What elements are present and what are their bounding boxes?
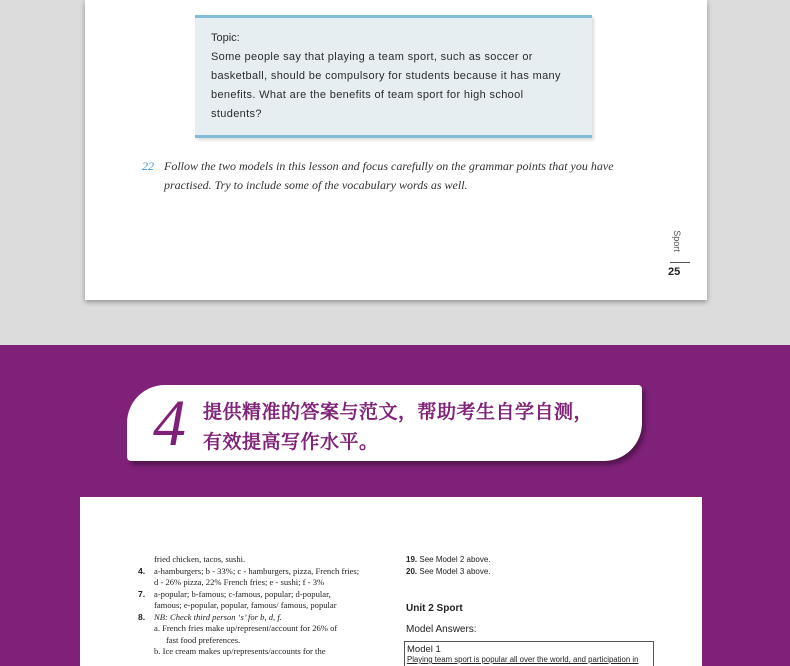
answer-item <box>138 566 383 589</box>
task-line: practised. Try to include some of the vocabulary words as well. <box>164 178 468 192</box>
task-number: 22 <box>142 159 154 173</box>
answer-item <box>138 589 383 612</box>
banner-text-line-1: 提供精准的答案与范文，帮助考生自学自测， <box>203 401 594 423</box>
model-title: Model 1 <box>407 644 441 655</box>
unit-heading: Unit 2 Sport <box>406 603 463 614</box>
topic-line: Some people say that playing a team sport, such as soccer or <box>211 51 533 63</box>
answer-line: d - 26% pizza, 22% French fries; e - sushi; f - 3% <box>154 577 325 587</box>
model-answers-heading: Model Answers: <box>406 624 477 635</box>
reference-number: 19. <box>406 555 418 564</box>
answer-line: a. French fries make up/represent/account for 26% of <box>154 623 338 633</box>
side-section-label: Sport <box>671 230 682 252</box>
reference-item <box>406 566 656 578</box>
answer-line: a-popular; b-famous; c-famous, popular; d-popular, <box>154 588 331 599</box>
topic-text <box>211 48 578 124</box>
model-text: Playing team sport is popular all over the world, and participation in <box>407 655 639 664</box>
answer-intro: fried chicken, tacos, sushi. <box>154 554 246 564</box>
answer-right-column <box>406 554 656 577</box>
topic-box <box>195 15 592 138</box>
answer-sub-item <box>154 623 383 646</box>
banner-number: 4 <box>153 387 186 460</box>
answer-number: 8. <box>138 611 146 622</box>
answer-key-page <box>80 497 702 666</box>
answer-line: a-hamburgers; b - 33%; c - hamburgers, pizza, French fries; <box>154 565 360 576</box>
topic-line: benefits. What are the benefits of team sport for high school <box>211 89 524 101</box>
answer-item <box>138 612 383 658</box>
reference-number: 20. <box>406 566 418 576</box>
page-number-rule <box>670 262 690 263</box>
answer-number: 7. <box>138 588 146 599</box>
answer-sub-item <box>154 646 383 658</box>
task-line: Follow the two models in this lesson and focus carefully on the grammar points that you have <box>164 159 614 173</box>
task-instruction <box>142 157 652 195</box>
answer-number: 4. <box>138 565 146 576</box>
answer-line: b. Ice cream makes up/represents/accounts for the <box>154 646 326 656</box>
model-answer-box <box>404 641 654 666</box>
reference-text: See Model 3 above. <box>419 566 491 576</box>
textbook-page-top <box>85 0 707 300</box>
topic-label: Topic: <box>211 32 240 44</box>
page-number: 25 <box>668 266 681 278</box>
answer-line: famous; e-popular, popular, famous/ famous, popular <box>154 600 337 610</box>
answer-line: fast food preferences. <box>166 634 241 645</box>
reference-item <box>406 554 656 566</box>
answer-note: NB: Check third person ‘s’ for b, d, f. <box>154 611 282 622</box>
banner-text-line-2: 有效提高写作水平。 <box>203 431 379 453</box>
answer-left-column <box>138 554 383 658</box>
topic-line: students? <box>211 108 262 120</box>
topic-line: basketball, should be compulsory for students because it has many <box>211 70 561 82</box>
reference-text: See Model 2 above. <box>419 555 491 564</box>
